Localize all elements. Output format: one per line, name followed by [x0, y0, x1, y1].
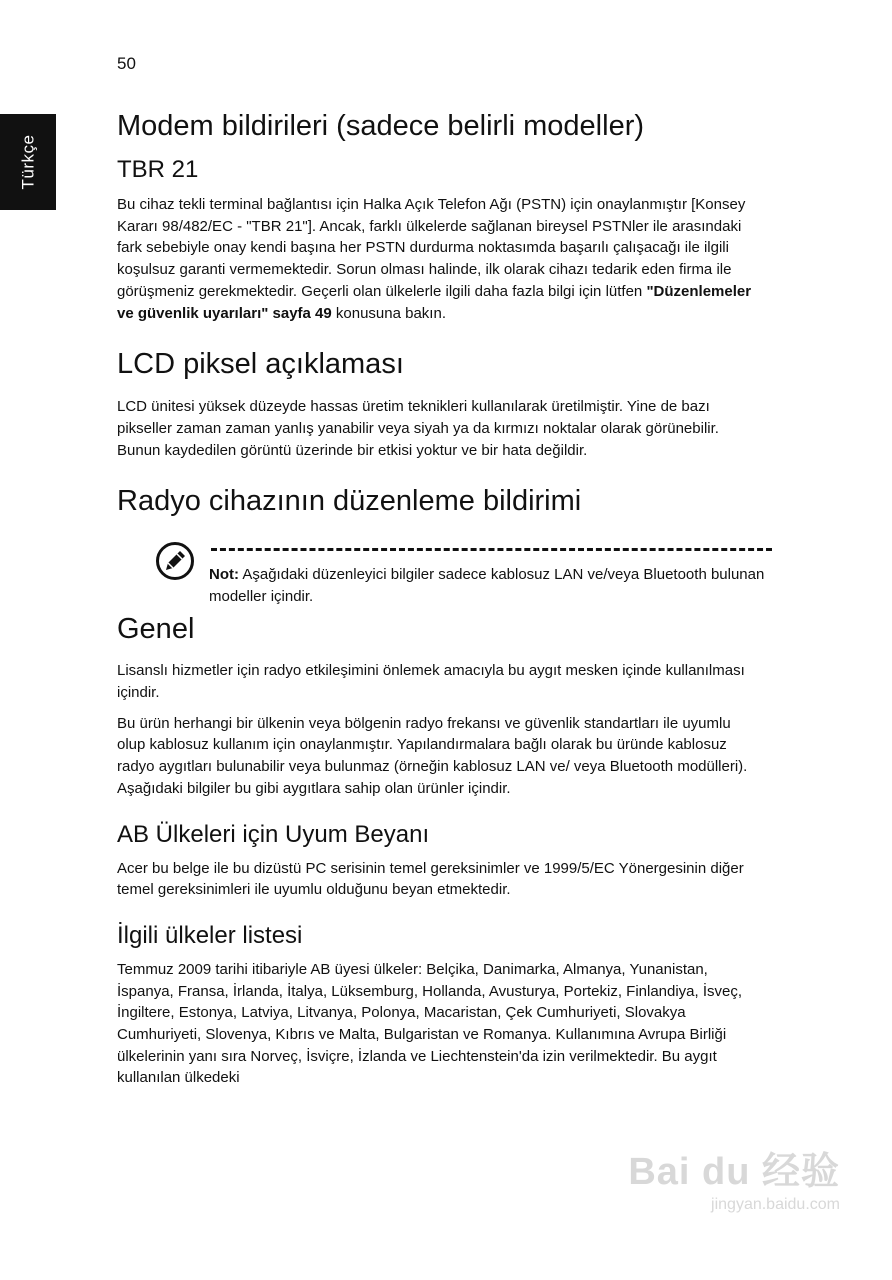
watermark-brand: Bai du 经验: [628, 1151, 840, 1193]
radio-title: Radyo cihazının düzenleme bildirimi: [117, 485, 582, 518]
note-box: [117, 533, 765, 606]
note-text: [209, 564, 769, 607]
eu-paragraph: Acer bu belge ile bu dizüstü PC serisinin temel gereksinimler ve 1999/5/EC Yönergesinin diğer temel gereksinimleri ile uyumlu olduğunu beyan etmektedir.: [117, 859, 744, 899]
watermark-url: jingyan.baidu.com: [711, 1196, 840, 1213]
general-title: Genel: [117, 613, 195, 646]
note-pencil-icon: [155, 541, 195, 581]
countries-paragraph: Temmuz 2009 tarihi itibariyle AB üyesi ülkeler: Belçika, Danimarka, Almanya, Yunanistan, İspanya, Fransa, İrlanda, İtalya, Lüksemburg, Hollanda, Avusturya, Portekiz, Finlandiya, İsveç, İngiltere, Estonya, Latviya, Litvanya, Polonya, Macaristan, Çek Cumhuriyeti, Slovakya Cumhuriyeti, Slovenya, Kıbrıs ve Malta, Bulgaristan ve Romanya. Kullanımına Avrupa Birliği ülkelerinin yanı sıra Norveç, İsviçre, İzlanda ve Liechtenstein'da izin verilmektedir. Bu aygıt kullanılan ülkedeki: [117, 960, 743, 1087]
tbr21-text-end: konusuna bakın.: [335, 304, 446, 322]
general-paragraph-2: Bu ürün herhangi bir ülkenin veya bölgenin radyo frekansı ve güvenlik standartları ile uyumlu olup kablosuz kullanım için onaylanmıştır. Yapılandırmalara bağlı olarak bu üründe kablosuz radyo aygıtları bulunabilir veya bulunmaz (örneğin kablosuz LAN ve/ veya Bluetooth modülleri). Aşağıdaki bilgiler bu gibi aygıtlara sahip olan ürünler içindir.: [117, 714, 748, 797]
eu-title: AB Ülkeleri için Uyum Beyanı: [117, 820, 430, 848]
language-tab: [0, 114, 56, 210]
lcd-paragraph: LCD ünitesi yüksek düzeyde hassas üretim teknikleri kullanılarak üretilmiştir. Yine de bazı pikseller zaman zaman yanlış yanabilir veya siyah ya da kırmızı noktalar olarak görünebilir. Bunun kaydedilen görüntü üzerinde bir etkisi yoktur ve bir hata değildir.: [117, 398, 719, 459]
page-number: 50: [117, 54, 136, 73]
note-label: Not:: [209, 566, 239, 584]
note-body: Aşağıdaki düzenleyici bilgiler sadece kablosuz LAN ve/veya Bluetooth bulunan modeller içindir.: [209, 566, 765, 606]
language-tab-label: Türkçe: [18, 134, 37, 190]
page-content: [117, 104, 765, 1089]
watermark: [628, 1150, 840, 1216]
tbr21-title: TBR 21: [117, 156, 199, 183]
lcd-title: LCD piksel açıklaması: [117, 348, 404, 381]
general-paragraph-1: Lisanslı hizmetler için radyo etkileşimini önlemek amacıyla bu aygıt mesken içinde kullanılması içindir.: [117, 662, 745, 702]
countries-title: İlgili ülkeler listesi: [117, 921, 303, 949]
modem-title: Modem bildirileri (sadece belirli modeller): [117, 110, 645, 142]
tbr21-reference-link[interactable]: "Düzenlemeler ve güvenlik uyarıları" sayfa 49: [117, 282, 752, 322]
tbr21-paragraph: [117, 194, 762, 324]
tbr21-text: Bu cihaz tekli terminal bağlantısı için Halka Açık Telefon Ağı (PSTN) için onaylanmıştır [Konsey Kararı 98/482/EC - "TBR 21"]. Ancak, farklı ülkelerde sağlanan bireysel PSTNler ile arasındaki fark sebebiyle onay kendi başına her PSTN durdurma noktasımda başarılı çalışacağı ile ilgili koşulsuz garanti vermemektedir. Sorun olması halinde, ilk olarak cihazı tedarik eden firma ile görüşmeniz gerekmektedir. Geçerli olan ülkelerle ilgili daha fazla bilgi için lütfen: [117, 196, 746, 300]
note-divider: [211, 548, 772, 551]
